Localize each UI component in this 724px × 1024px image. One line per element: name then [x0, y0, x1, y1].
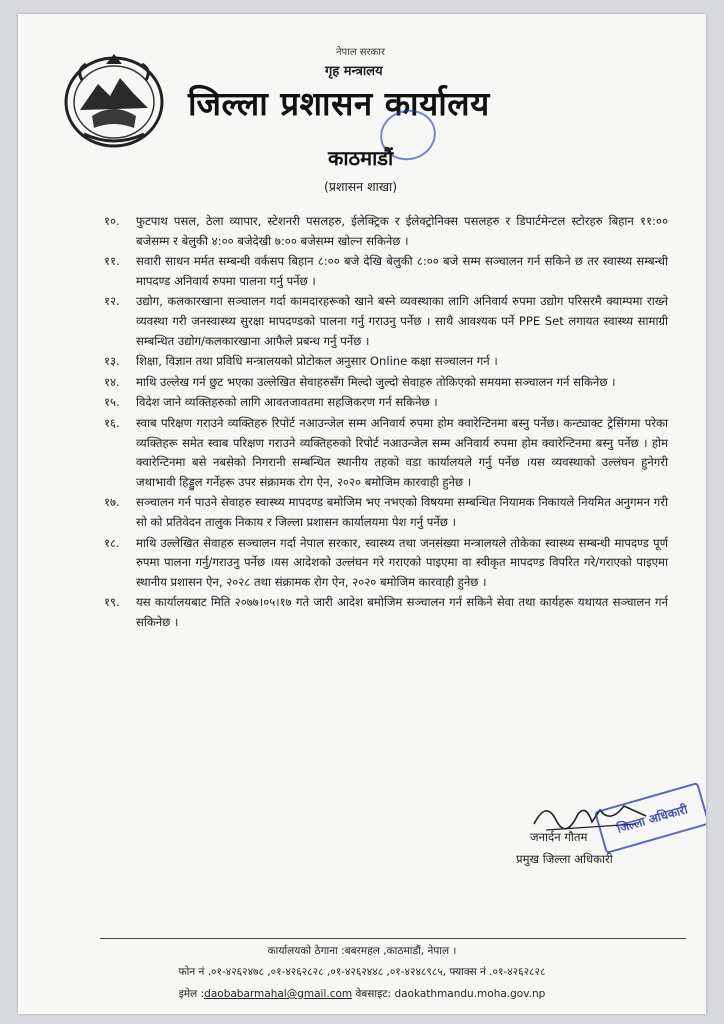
- item-number: १९.: [104, 595, 120, 610]
- item-text: स्वाब परिक्षण गराउने व्यक्तिहरु रिपोर्ट नआउन्जेल सम्म अनिवार्य रुपमा होम क्वारेन्टिनमा बस्नु पर्नेछ। कन्ट्याक्ट ट्रेसिंगमा परेका व्यक्तिहरू समेत स्वाब परिक्षण गराउने व्यक्तिहरुको रिपोर्ट नआउन्जेल सम्म अनिवार्य रुपमा होम क्वारेन्टिनमा बस्नु पर्नेछ । होम क्वारेन्टिनमा बसे नबसेको निगरानी सम्बन्धित स्थानीय तहको वडा कार्यालयले गर्नु पर्नेछ ।यस व्यवस्थाको उल्लंघन हुनेगरी जथाभावी हिड्डुल गर्नेहरू उपर संक्रामक रोग ऐन, २०२० बमोजिम कारवाही हुनेछ ।: [136, 415, 668, 489]
- item-text: यस कार्यालयबाट मिति २०७७।०५।१७ गते जारी आदेश बमोजिम सञ्चालन गर्न सकिने सेवा तथा कार्यहरू यथायत सञ्चालन गर्न सकिनेछ ।: [136, 595, 668, 629]
- item-number: १५.: [104, 395, 120, 410]
- email-label: इमेल :: [178, 988, 205, 1000]
- item-text: शिक्षा, विज्ञान तथा प्रविधि मन्त्रालयको प्रोटोकल अनुसार Online कक्षा सञ्चालन गर्न ।: [136, 354, 498, 369]
- list-item: [104, 292, 668, 351]
- ministry-name: गृह मन्त्रालय: [325, 64, 383, 79]
- website-label: वेबसाइट:: [352, 988, 395, 1000]
- signer-title: प्रमुख जिल्ला अधिकारी: [516, 852, 613, 866]
- item-number: ११.: [104, 254, 120, 269]
- item-number: १८.: [104, 535, 120, 550]
- item-number: १०.: [104, 214, 120, 228]
- item-number: १६.: [104, 415, 120, 430]
- office-branch: (प्रशासन शाखा): [324, 179, 398, 194]
- list-item: [104, 393, 668, 413]
- government-name: नेपाल सरकार: [336, 47, 385, 58]
- item-text: विदेश जाने व्यक्तिहरुको लागि आवतजावतमा सहजिकरण गर्न सकिनेछ ।: [136, 395, 438, 410]
- list-item: [104, 414, 668, 492]
- item-text: माथि उल्लेख गर्न छुट भएका उल्लेखित सेवाहरुसँग मिल्दो जुल्दो सेवाहरु तोकिएको समयमा सञ्चालन गर्न सकिनेछ ।: [136, 374, 616, 389]
- item-text: माथि उल्लेखित सेवाहरु सञ्चालन गर्दा नेपाल सरकार, स्वास्थ्य तथा जनसंख्या मन्त्रालयले तोकेका स्वास्थ्य सम्बन्धी मापदण्ड पूर्ण रुपमा पालना गर्नु/गराउनु पर्नेछ ।यस आदेशको उल्लंघन गरे गराएको पाइएमा वा स्वीकृत मापदण्ड विपरित गरे/गराएको पाइएमा स्थानीय प्रशासन ऐन, २०२८ तथा संक्रामक रोग ऐन, २०२० बमोजिम कारवाही हुनेछ ।: [136, 535, 668, 589]
- item-text: फुटपाथ पसल, ठेला व्यापार, स्टेशनरी पसलहरु, ईलेक्ट्रिक र ईलेक्ट्रोनिक्स पसलहरु र डिपार्टमेन्टल स्टोरहरु बिहान ११:०० बजेसम्म र बेलुकी ४:०० बजेदेखी ७:०० बजेसम्म खोल्न सकिनेछ ।: [136, 214, 668, 248]
- email-link[interactable]: daobabarmahal@gmail.com: [204, 988, 353, 1000]
- list-item: [104, 593, 668, 632]
- list-item: [104, 252, 668, 291]
- list-item: [104, 493, 668, 532]
- item-text: सञ्चालन गर्न पाउने सेवाहरु स्वास्थ्य मापदण्ड बमोजिम भए नभएको विषयमा सम्बन्धित नियामक निकायले नियमित अनुगमन गरी सो को प्रतिवेदन तालुक निकाय र जिल्ला प्रशासन कार्यालयमा पेश गर्नु पर्नेछ ।: [136, 495, 668, 529]
- footer-contact: [18, 987, 706, 1001]
- website-link[interactable]: daokathmandu.moha.gov.np: [394, 988, 546, 1000]
- document-page: [18, 14, 706, 1014]
- item-number: १४.: [104, 374, 120, 389]
- nepal-emblem-icon: [62, 50, 166, 150]
- office-title: जिल्ला प्रशासन कार्यालय: [188, 84, 490, 123]
- list-item: [104, 373, 668, 393]
- item-number: १७.: [104, 495, 120, 510]
- office-city: काठमाडौं: [328, 146, 394, 170]
- item-number: १३.: [104, 354, 120, 369]
- list-item: [104, 534, 668, 593]
- footer-phone: फोन नं .०१-४२६२४७८ ,०१-४२६२८२८ ,०१-४२६२४४८ ,०१-४२४८९८५, फ्याक्स नं .०१-४२६२८२८: [178, 966, 546, 978]
- signature-stamp: जिल्ला अधिकारी: [594, 782, 706, 854]
- list-item: [104, 352, 668, 372]
- item-text: उद्योग, कलकारखाना सञ्चालन गर्दा कामदारहरूको खाने बस्ने व्यवस्थाका लागि अनिवार्य रुपमा उद्योग परिसरमै क्याम्पमा राख्ने व्यवस्था गरी जनस्वास्थ्य सुरक्षा मापदण्डको पालना गर्नु गराउनु पर्नेछ । साथै आवश्यक पर्ने PPE Set लगायत स्वास्थ्य सामाग्री सम्बन्धित उद्योग/कलकारखाना आफैले प्रबन्ध गर्नु पर्नेछ ।: [136, 294, 668, 348]
- footer-address: कार्यालयको ठेगाना :बबरमहल ,काठमाडौं, नेपाल ।: [267, 945, 457, 957]
- signer-name: जनार्दन गौतम: [530, 830, 588, 844]
- item-number: १२.: [104, 294, 120, 309]
- item-text: सवारी साधन मर्मत सम्बन्धी वर्कसप बिहान ८:०० बजे देखि बेलुकी ८:०० बजे सम्म सञ्चालन गर्न सकिने छ तर स्वास्थ्य सम्बन्धी मापदण्ड अनिवार्य रुपमा पालना गर्नु पर्नेछ ।: [136, 254, 668, 288]
- footer-divider: [100, 938, 686, 939]
- order-items-list: [104, 212, 668, 633]
- list-item: [104, 212, 668, 251]
